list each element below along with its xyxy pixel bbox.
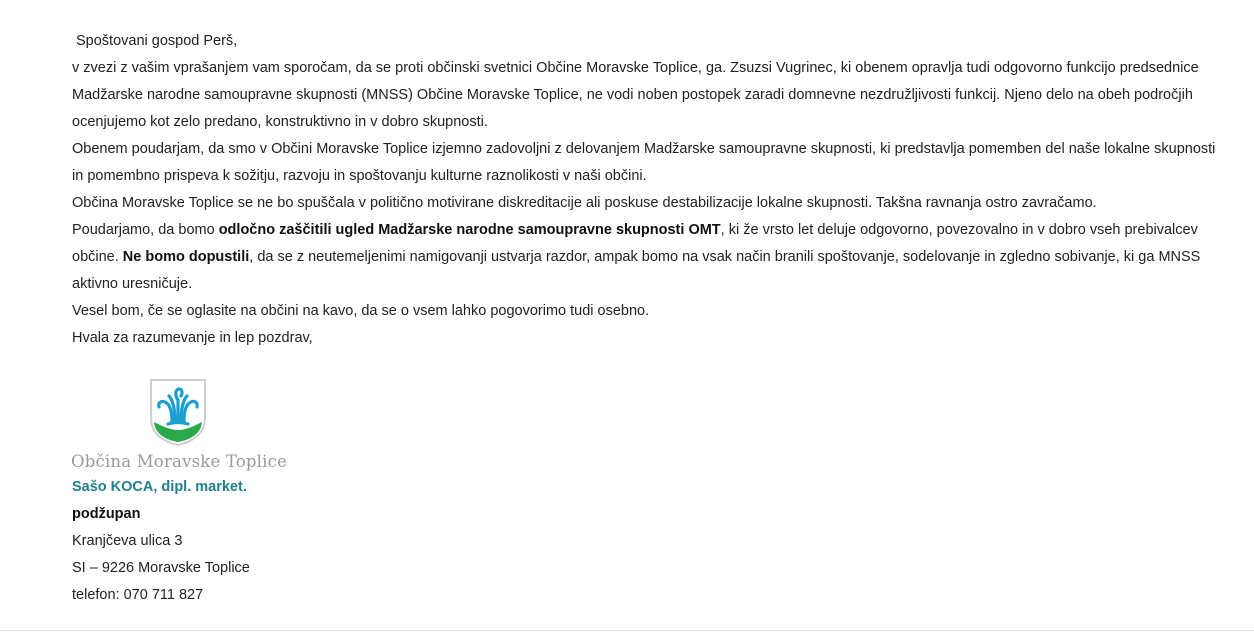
paragraph-3: Občina Moravske Toplice se ne bo spuščala v politično motivirane diskreditacije ali poskuse destabilizacije lokalne skupnosti. Takšna ravnanja ostro zavračamo.: [72, 195, 1097, 211]
signature-address-street: Kranjčeva ulica 3: [72, 533, 183, 549]
paragraph-1: v zvezi z vašim vprašanjem vam sporočam, da se proti občinski svetnici Občine Moravske Toplice, ga. Zsuzsi Vugrinec, ki obenem opravlja tudi odgovorno funkcijo predsednice Madžarske narodne samoupravne skupnosti (MNSS) Občine Moravske Toplice, ne vodi noben postopek zaradi domnevne nezdružljivosti funkcij. Njeno delo na obeh področjih ocenjujemo kot zelo predano, konstruktivno in v dobro skupnosti.: [72, 60, 1199, 130]
paragraph-4: [72, 217, 1222, 298]
greeting: Spoštovani gospod Perš,: [76, 33, 238, 49]
paragraph-4-text-b: , ki že vrsto let deluje odgovorno, povezovalno in v dobro vseh prebivalcev občine.: [72, 222, 1198, 265]
email-signature: [72, 374, 302, 609]
signature-address-city: SI – 9226 Moravske Toplice: [72, 560, 250, 576]
signature-role: podžupan: [72, 506, 141, 522]
paragraph-2: Obenem poudarjam, da smo v Občini Moravske Toplice izjemno zadovoljni z delovanjem Madžarske samoupravne skupnosti, ki predstavlja pomemben del naše lokalne skupnosti in pomembno prispeva k sožitju, razvoju in spoštovanju kulturne raznolikosti v naši občini.: [72, 141, 1216, 184]
paragraph-4-bold-b: Ne bomo dopustili: [122, 249, 250, 265]
paragraph-4-text-a: Poudarjamo, da bomo: [72, 222, 219, 238]
paragraph-4-bold-a: odločno zaščitili ugled Madžarske narodne samoupravne skupnosti OMT: [218, 222, 721, 238]
paragraph-4-text-c: , da se z neutemeljenimi namigovanji ustvarja razdor, ampak bomo na vsak način branili spoštovanje, sodelovanje in zgledno sobivanje, ki ga MNSS aktivno uresničuje.: [72, 249, 1201, 292]
email-body: [72, 28, 1222, 352]
closing: Hvala za razumevanje in lep pozdrav,: [72, 330, 313, 346]
paragraph-5: Vesel bom, če se oglasite na občini na kavo, da se o vsem lahko pogovorimo tudi osebno.: [72, 303, 650, 319]
coat-of-arms-icon: [148, 378, 208, 446]
signature-name: Sašo KOCA, dipl. market.: [72, 479, 247, 495]
municipality-logo: [72, 374, 302, 474]
signature-phone: telefon: 070 711 827: [72, 587, 204, 603]
bottom-divider: [0, 630, 1254, 631]
logo-text: Občina Moravske Toplice: [71, 452, 288, 471]
